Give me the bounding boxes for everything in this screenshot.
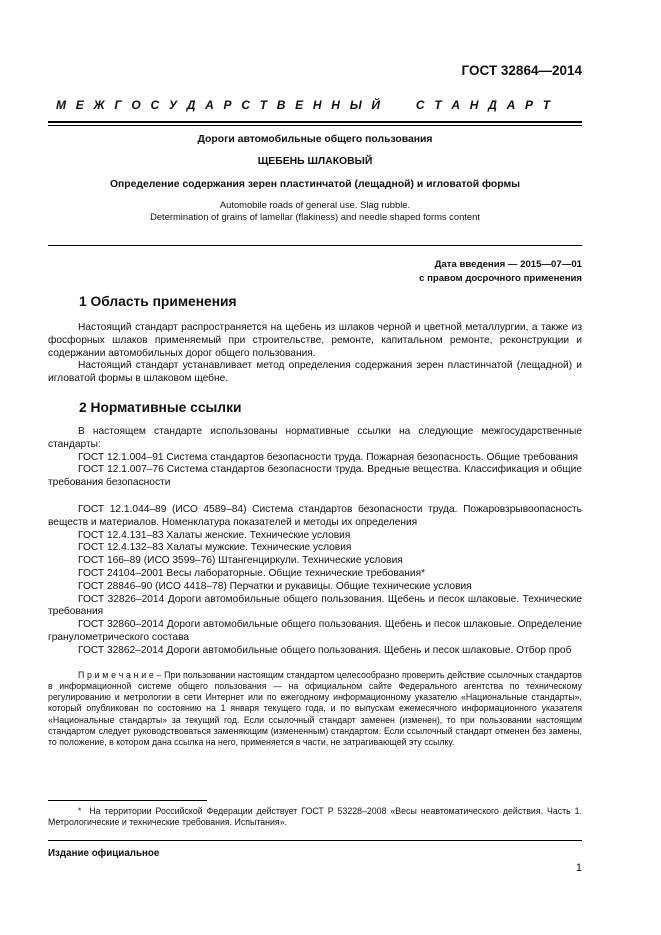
header-rule-thin: [48, 125, 582, 126]
intro-date-block: [419, 258, 582, 285]
title-line-2: ЩЕБЕНЬ ШЛАКОВЫЙ: [257, 156, 373, 167]
header-rule-thick: [48, 121, 582, 123]
note-label: П р и м е ч а н и е: [78, 669, 154, 680]
section-2-body: [48, 426, 582, 749]
reference-item: ГОСТ 12.4.131–83 Халаты женские. Технические условия: [78, 529, 351, 541]
section-1-body: [48, 322, 582, 386]
title-en-1: Automobile roads of general use. Slag rubble.: [219, 199, 411, 210]
reference-item: ГОСТ 24104–2001 Весы лабораторные. Общие технические требования*: [78, 567, 426, 579]
title-line-1: Дороги автомобильные общего пользования: [197, 134, 433, 145]
reference-item: ГОСТ 12.4.132–83 Халаты мужские. Технические условия: [78, 542, 352, 554]
title-block: [48, 134, 582, 222]
reference-item: ГОСТ 32862–2014 Дороги автомобильные общего пользования. Щебень и песок шлаковые. Отбор проб: [78, 644, 572, 656]
footnote-text: На территории Российской Федерации действует ГОСТ Р 53228–2008 «Весы неавтоматического действия. Часть 1. Метрологические и технические требования. Испытания».: [48, 806, 583, 828]
reference-item: ГОСТ 12.1.007–76 Система стандартов безопасности труда. Вредные вещества. Классификация и общие требования безопасности: [48, 464, 582, 489]
edition-label: Издание официальное: [48, 848, 160, 859]
page-number: 1: [575, 862, 582, 874]
note-text: – При пользовании настоящим стандартом целесообразно проверить действие ссылочных стандартов в информационной системе общего пользования — на официальном сайте Федерального агентства по техническому регулированию и метрологии в сети Интернет или по ежегодному информационному указателю «Национальные стандарты», который опубликован по состоянию на 1 января текущего года, и по выпускам ежемесячного информационного указателя «Национальные стандарты» за текущий год. Если ссылочный стандарт заменен (изменен), то при пользовании настоящим стандартом следует руководствоваться заменяющим (измененным) стандартом. Если ссылочный стандарт отменен без замены, то положение, в котором дана ссылка на него, применяется в части, не затрагивающей эту ссылку.: [48, 669, 582, 748]
early-application: с правом досрочного применения: [419, 272, 582, 284]
section-1-heading: 1 Область применения: [79, 294, 237, 309]
reference-item: ГОСТ 166–89 (ИСО 3599–76) Штангенциркули. Технические условия: [78, 555, 403, 567]
reference-item: ГОСТ 12.1.004–91 Система стандартов безопасности труда. Пожарная безопасность. Общие требования: [78, 451, 579, 463]
footnote: [48, 806, 582, 829]
reference-item: ГОСТ 12.1.044–89 (ИСО 4589–84) Система стандартов безопасности труда. Пожаровзрывоопасность веществ и материалов. Номенклатура показателей и методы их определения: [48, 503, 582, 528]
intro-date: Дата введения — 2015—07—01: [434, 259, 582, 270]
title-rule: [48, 245, 582, 246]
standard-kind: М Е Ж Г О С У Д А Р С Т В Е Н Н Ы Й С Т А Н Д А Р Т: [56, 98, 554, 112]
reference-item: ГОСТ 32826–2014 Дороги автомобильные общего пользования. Щебень и песок шлаковые. Технические требования: [48, 593, 582, 618]
title-line-3: Определение содержания зерен пластинчатой (лещадной) и игловатой формы: [109, 179, 521, 190]
section-1-paragraph-1: Настоящий стандарт распространяется на щебень из шлаков черной и цветной металлургии, а также из фосфорных шлаков применяемый при строительстве, ремонте, капитальном ремонте, реконструкции и содержании автомобильных дорог общего пользования.: [48, 322, 582, 359]
title-en-2: Determination of grains of lamellar (flakiness) and needle shaped forms content: [150, 211, 480, 222]
footnote-mark: *: [78, 806, 82, 816]
reference-item: ГОСТ 32860–2014 Дороги автомобильные общего пользования. Щебень и песок шлаковые. Определение гранулометрического состава: [48, 619, 582, 643]
standard-code: ГОСТ 32864—2014: [461, 63, 582, 78]
footnote-rule: [48, 800, 207, 801]
section-1-paragraph-2: Настоящий стандарт устанавливает метод определения содержания зерен пластинчатой (лещадной) и игловатой формы в шлаковом щебне.: [48, 360, 582, 385]
footer-rule: [48, 840, 582, 841]
section-2-heading: 2 Нормативные ссылки: [79, 400, 242, 415]
section-2-intro: В настоящем стандарте использованы нормативные ссылки на следующие межгосударственные стандарты:: [48, 426, 582, 450]
references-note: [48, 670, 582, 749]
reference-item: ГОСТ 28846–90 (ИСО 4418–78) Перчатки и рукавицы. Общие технические условия: [78, 580, 472, 592]
